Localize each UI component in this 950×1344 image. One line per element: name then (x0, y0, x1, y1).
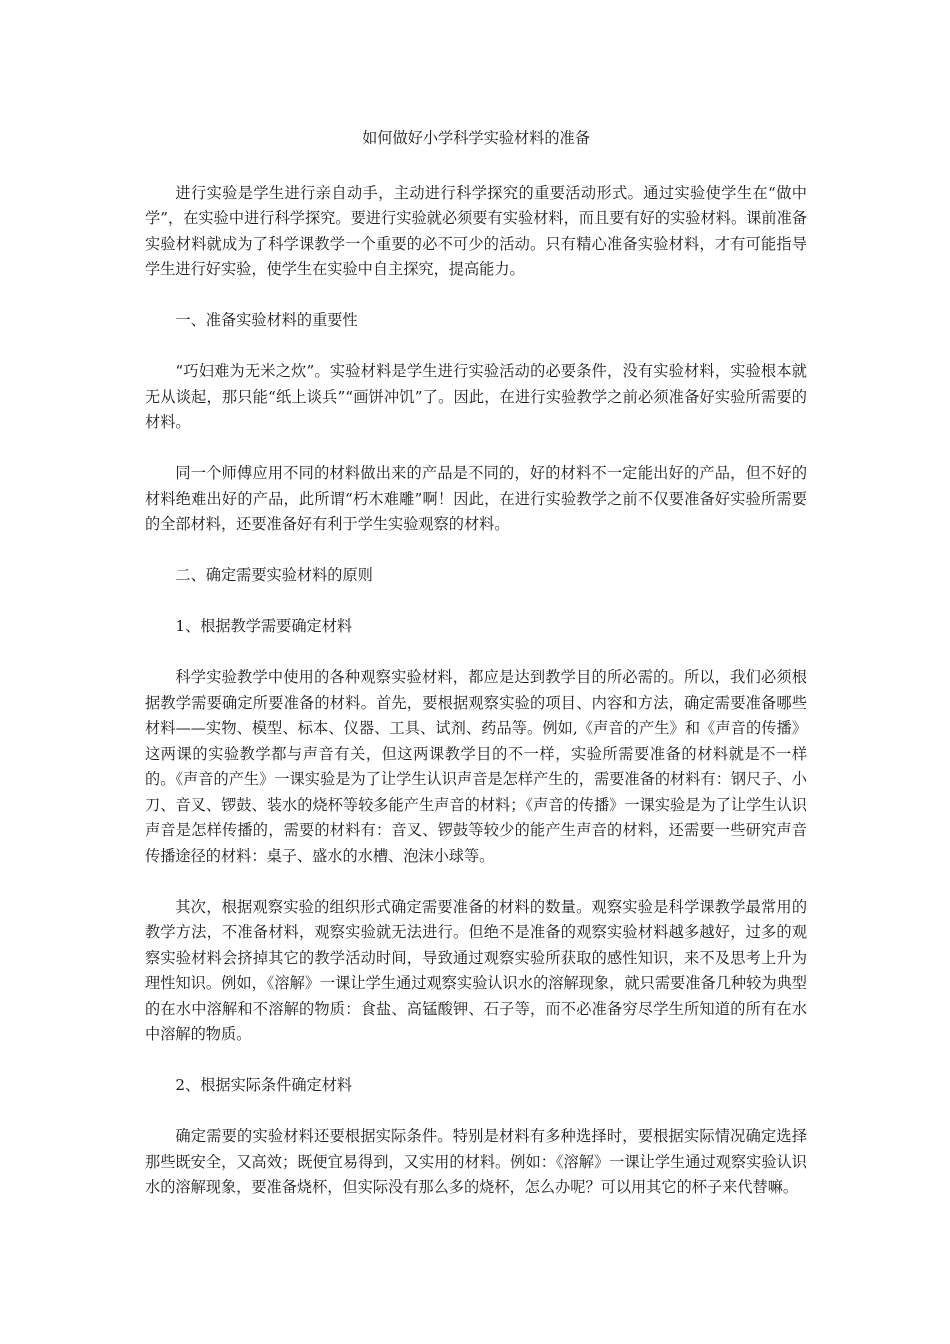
paragraph-actual-conditions: 确定需要的实验材料还要根据实际条件。特别是材料有多种选择时，要根据实际情况确定选择那些既安全，又高效；既便宜易得到，又实用的材料。例如：《溶解》一课让学生通过观察实验认识水的溶解现象，要准备烧杯，但实际没有那么多的烧杯，怎么办呢？可以用其它的杯子来代替嘛。 (145, 1127, 807, 1196)
paragraph-importance-1: “巧妇难为无米之炊”。实验材料是学生进行实验活动的必要条件，没有实验材料，实验根本就无从谈起，那只能“纸上谈兵”“画饼冲饥”了。因此，在进行实验教学之前必须准备好实验所需要的材料。 (145, 362, 807, 431)
paragraph-teaching-needs-2: 其次，根据观察实验的组织形式确定需要准备的材料的数量。观察实验是科学课教学最常用的教学方法，不准备材料，观察实验就无法进行。但绝不是准备的观察实验材料越多越好，过多的观察实验材料会挤掉其它的教学活动时间，导致通过观察实验所获取的感性知识，来不及思考上升为理性知识。例如，《溶解》一课让学生通过观察实验认识水的溶解现象，就只需要准备几种较为典型的在水中溶解和不溶解的物质：食盐、高锰酸钾、石子等，而不必准备穷尽学生所知道的所有在水中溶解的物质。 (145, 897, 807, 1043)
section-heading-principles: 二、确定需要实验材料的原则 (175, 566, 373, 584)
paragraph-importance-2: 同一个师傅应用不同的材料做出来的产品是不同的，好的材料不一定能出好的产品，但不好的材料绝难出好的产品，此所谓“朽木难雕”啊！因此，在进行实验教学之前不仅要准备好实验所需要的全部材料，还要准备好有利于学生实验观察的材料。 (145, 464, 807, 533)
subheading-actual-conditions: 2、根据实际条件确定材料 (175, 1076, 353, 1094)
paragraph-teaching-needs-1: 科学实验教学中使用的各种观察实验材料，都应是达到教学目的所必需的。所以，我们必须根据教学需要确定所要准备的材料。首先，要根据观察实验的项目、内容和方法，确定需要准备哪些材料——实物、模型、标本、仪器、工具、试剂、药品等。例如,《声音的产生》和《声音的传播》这两课的实验教学都与声音有关，但这两课教学目的不一样，实验所需要准备的材料就是不一样的。《声音的产生》一课实验是为了让学生认识声音是怎样产生的，需要准备的材料有：钢尺子、小刀、音叉、锣鼓、装水的烧杯等较多能产生声音的材料；《声音的传播》一课实验是为了让学生认识声音是怎样传播的，需要的材料有：音叉、锣鼓等较少的能产生声音的材料，还需要一些研究声音传播途径的材料：桌子、盛水的水槽、泡沫小球等。 (145, 668, 807, 865)
intro-paragraph: 进行实验是学生进行亲自动手，主动进行科学探究的重要活动形式。通过实验使学生在“做中学”，在实验中进行科学探究。要进行实验就必须要有实验材料，而且要有好的实验材料。课前准备实验材料就成为了科学课教学一个重要的必不可少的活动。只有精心准备实验材料，才有可能指导学生进行好实验，使学生在实验中自主探究，提高能力。 (145, 183, 807, 278)
document-title: 如何做好小学科学实验材料的准备 (362, 129, 590, 147)
subheading-teaching-needs: 1、根据教学需要确定材料 (175, 617, 353, 635)
document-body (145, 126, 807, 1226)
section-heading-importance: 一、准备实验材料的重要性 (175, 311, 358, 329)
